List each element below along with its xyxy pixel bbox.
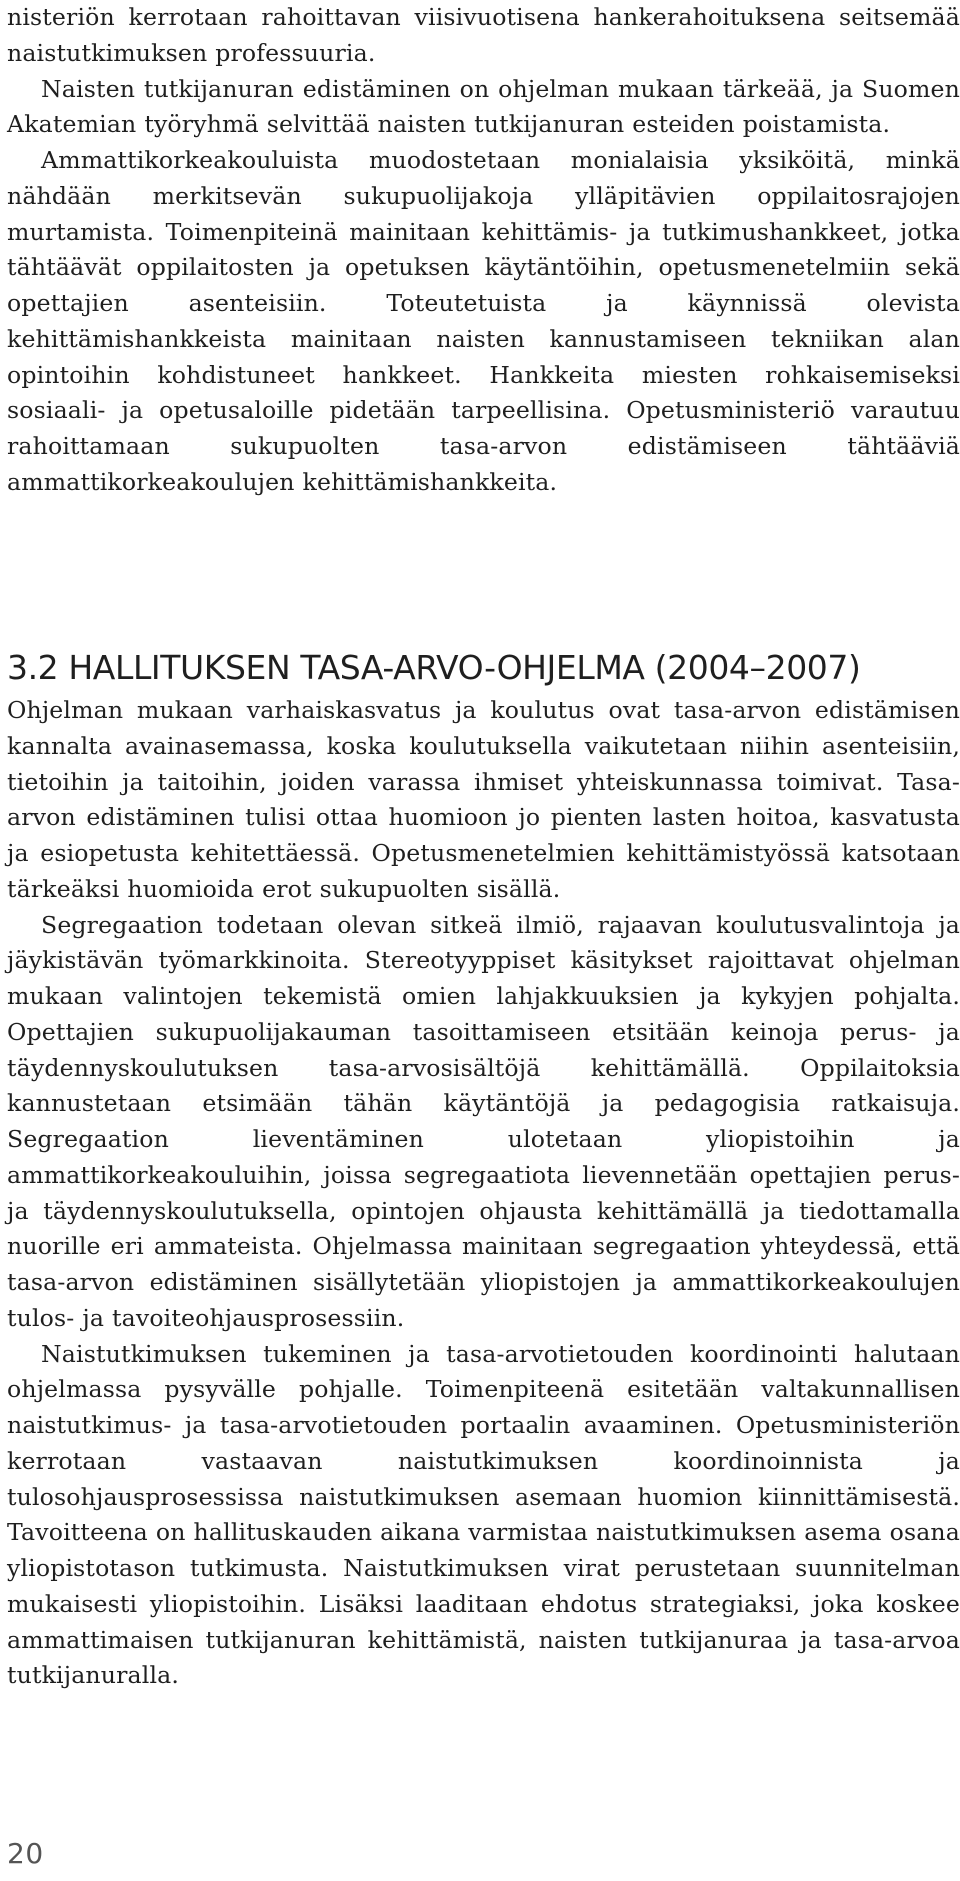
page-number: 20 (7, 1837, 44, 1870)
paragraph-polytechnics: Ammattikorkeakouluista muodostetaan monialaisia yksiköitä, minkä nähdään merkitsevän sukupuolijakoja ylläpitävien oppilaitosrajojen murtamista. Toimenpiteinä mainitaan kehittämis- ja tutkimushankkeet, jotka tähtäävät oppilaitosten ja opetuksen käytäntöihin, opetusmenetelmiin sekä opettajien asenteisiin. Toteutetuista ja käynnissä olevista kehittämishankkeista mainitaan naisten kannustamiseen tekniikan alan opintoihin kohdistuneet hankkeet. Hankkeita miesten rohkaisemiseksi sosiaali- ja opetusaloille pidetään tarpeellisina. Opetusministeriö varautuu rahoittamaan sukupuolten tasa-arvon edistämiseen tähtääviä ammattikorkeakoulujen kehittämishankkeita. (7, 146, 960, 496)
paragraph-segregation: Segregaation todetaan olevan sitkeä ilmiö, rajaavan koulutusvalintoja ja jäykistävän työmarkkinoita. Stereotyyppiset käsitykset rajoittavat ohjelman mukaan valintojen tekemistä omien lahjakkuuksien ja kykyjen pohjalta. Opettajien sukupuolijakauman tasoittamiseen etsitään keinoja perus- ja täydennyskoulutuksen tasa-arvosisältöjä kehittämällä. Oppilaitoksia kannustetaan etsimään tähän käytäntöjä ja pedagogisia ratkaisuja. Segregaation lieventäminen ulotetaan yliopistoihin ja ammattikorkeakouluihin, joissa segregaatiota lievennetään opettajien perus- ja täydennyskoulutuksella, opintojen ohjausta kehittämällä ja tiedottamalla nuorille eri ammateista. Ohjelmassa mainitaan segregaation yhteydessä, että tasa-arvon edistäminen sisällytetään yliopistojen ja ammattikorkeakoulujen tulos- ja tavoiteohjausprosessiin. (7, 910, 960, 1332)
continuation-text (7, 0, 960, 501)
section-heading: 3.2 HALLITUKSEN TASA-ARVO-OHJELMA (2004–2007) (7, 648, 861, 687)
paragraph-early-education: Ohjelman mukaan varhaiskasvatus ja koulutus ovat tasa-arvon edistämisen kannalta avainasemassa, koska koulutuksella vaikutetaan niihin asenteisiin, tietoihin ja taitoihin, joiden varassa ihmiset yhteiskunnassa toimivat. Tasa-arvon edistäminen tulisi ottaa huomioon jo pienten lasten hoitoa, kasvatusta ja esiopetusta kehitettäessä. Opetusmenetelmien kehittämistyössä katsotaan tärkeäksi huomioida erot sukupuolten sisällä. (7, 696, 960, 903)
paragraph-researcher-career: Naisten tutkijanuran edistäminen on ohjelman mukaan tärkeää, ja Suomen Akatemian työryhmä selvittää naisten tutkijanuran esteiden poistamista. (7, 74, 960, 139)
paragraph-womens-studies: Naistutkimuksen tukeminen ja tasa-arvotietouden koordinointi halutaan ohjelmassa pysyvälle pohjalle. Toimenpiteenä esitetään valtakunnallisen naistutkimus- ja tasa-arvotietouden portaalin avaaminen. Opetusministeriön kerrotaan vastaavan naistutkimuksen koordinoinnista ja tulosohjausprosessissa naistutkimuksen asemaan huomion kiinnittämisestä. Tavoitteena on hallituskauden aikana varmistaa naistutkimuksen asema osana yliopistotason tutkimusta. Naistutkimuksen virat perustetaan suunnitelman mukaisesti yliopistoihin. Lisäksi laaditaan ehdotus strategiaksi, joka koskee ammattimaisen tutkijanuran kehittämistä, naisten tutkijanuraa ja tasa-arvoa tutkijanuralla. (7, 1339, 960, 1690)
paragraph-professorships: nisteriön kerrotaan rahoittavan viisivuotisena hankerahoituksena seitsemää naistutkimuksen professuuria. (7, 3, 960, 67)
section-body (7, 693, 960, 1694)
